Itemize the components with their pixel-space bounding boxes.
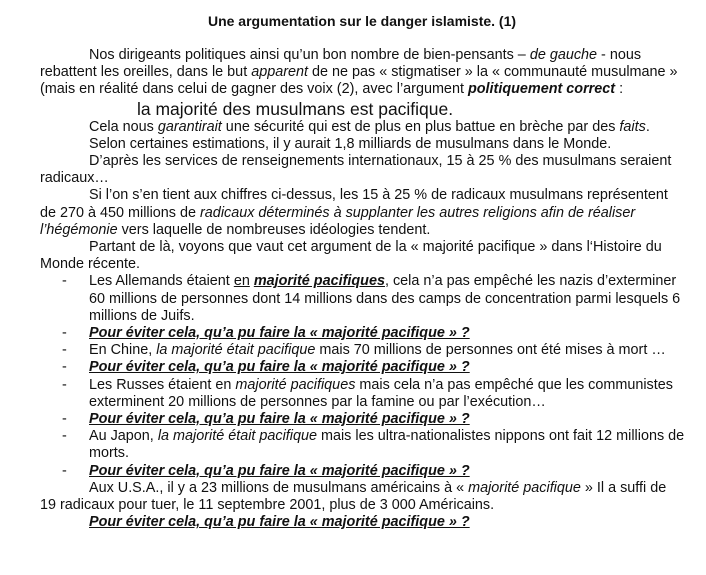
list-item-japan xyxy=(40,428,686,462)
security-text-a: Cela nous xyxy=(89,118,158,135)
list-item-question xyxy=(40,325,686,342)
paragraph-security xyxy=(40,119,686,136)
list-dash: - xyxy=(62,462,67,479)
security-text-b: garantirait xyxy=(157,118,222,135)
japan-text-b: la majorité était pacifique xyxy=(157,428,317,445)
paragraph-history: Partant de là, voyons que vaut cet argument de la « majorité pacifique » dans l‘Histoire du Monde récente. xyxy=(40,239,662,273)
list-item-china xyxy=(40,342,686,359)
intro-text-e: de ne pas « stigmatiser » la « communauté musulmane » (mais en réalité dans celui de gagner des voix (2), avec l’argument xyxy=(40,64,678,98)
security-text-c: une sécurité qui est de plus en plus battue en brèche par des xyxy=(221,118,620,135)
germans-text-e: , cela n’a pas empêché les nazis d’exterminer 60 millions de personnes dont 14 millions dans des camps de concentration parmi lesquels 6 millions de Juifs. xyxy=(89,273,681,324)
usa-text-c: » Il a suffi de 19 radicaux pour tuer, le 11 septembre 2001, plus de 3 000 Américains. xyxy=(40,479,667,514)
paragraph-radicals xyxy=(40,187,686,239)
list-dash: - xyxy=(62,359,67,376)
question-text: Pour éviter cela, qu’a pu faire la « majorité pacifique » ? xyxy=(89,359,470,376)
list-dash: - xyxy=(62,273,67,290)
question-text: Pour éviter cela, qu’a pu faire la « majorité pacifique » ? xyxy=(89,411,470,428)
document-title: Une argumentation sur le danger islamiste. (1) xyxy=(207,13,517,29)
list-item-question xyxy=(40,411,686,428)
china-text-c: mais 70 millions de personnes ont été mises à mort … xyxy=(315,342,666,359)
paragraph-estimates: Selon certaines estimations, il y aurait 1,8 milliards de musulmans dans le Monde. xyxy=(89,135,612,152)
list-dash: - xyxy=(62,428,67,445)
list-dash: - xyxy=(62,342,67,359)
japan-text-c: mais les ultra-nationalistes nippons ont fait 12 millions de morts. xyxy=(89,428,685,462)
russia-text-a: Les Russes étaient en xyxy=(89,376,236,393)
germans-text-d: majorité pacifiques xyxy=(253,273,385,290)
security-text-e: . xyxy=(645,118,650,135)
paragraph-intelligence: D’après les services de renseignements internationaux, 15 à 25 % des musulmans seraient radicaux… xyxy=(40,153,672,187)
list-item-russia xyxy=(40,377,686,411)
security-text-d: faits xyxy=(619,118,646,135)
intro-paragraph xyxy=(40,47,686,99)
intro-text-f: politiquement correct xyxy=(467,81,616,98)
list-item-germans xyxy=(40,273,686,325)
intro-text-b: de gauche xyxy=(529,47,598,63)
china-text-b: la majorité était pacifique xyxy=(156,342,316,359)
paragraph-usa xyxy=(40,480,686,514)
intro-text-c: - nous rebattent les oreilles, dans le but xyxy=(40,47,642,81)
germans-text-b: en xyxy=(233,273,250,290)
usa-text-a: Aux U.S.A., il y a 23 millions de musulmans américains à « xyxy=(89,479,469,496)
china-text-a: En Chine, xyxy=(89,342,157,359)
question-text: Pour éviter cela, qu’a pu faire la « majorité pacifique » ? xyxy=(89,325,470,342)
document-body xyxy=(40,47,686,531)
list-item-question xyxy=(40,359,686,376)
list-dash: - xyxy=(62,325,67,342)
radicals-text-c: vers laquelle de nombreuses idéologies tendent. xyxy=(117,221,431,238)
thesis-statement: la majorité des musulmans est pacifique. xyxy=(137,98,454,119)
intro-text-a: Nos dirigeants politiques ainsi qu’un bon nombre de bien-pensants – xyxy=(89,47,530,63)
list-item-question xyxy=(40,463,686,480)
usa-text-b: majorité pacifique xyxy=(468,479,581,496)
russia-text-b: majorité pacifiques xyxy=(235,376,356,393)
japan-text-a: Au Japon, xyxy=(89,428,158,445)
radicals-text-b: radicaux déterminés à supplanter les autres religions afin de réaliser l’hégémonie xyxy=(40,204,636,238)
list-dash: - xyxy=(62,376,67,393)
germans-text-a: Les Allemands étaient xyxy=(89,273,234,290)
russia-text-c: mais cela n’a pas empêché que les communistes exterminent 20 millions de personnes par la famine ou par l’exécution… xyxy=(89,376,673,410)
closing-question xyxy=(40,514,686,531)
list-dash: - xyxy=(62,411,67,428)
question-text: Pour éviter cela, qu’a pu faire la « majorité pacifique » ? xyxy=(89,462,470,479)
intro-text-g: : xyxy=(615,81,624,98)
radicals-text-a: Si l’on s’en tient aux chiffres ci-dessus, les 15 à 25 % de radicaux musulmans représentent de 270 à 450 millions de xyxy=(40,187,668,221)
history-list xyxy=(40,273,686,479)
question-text: Pour éviter cela, qu’a pu faire la « majorité pacifique » ? xyxy=(89,514,470,531)
intro-text-d: apparent xyxy=(251,64,308,81)
